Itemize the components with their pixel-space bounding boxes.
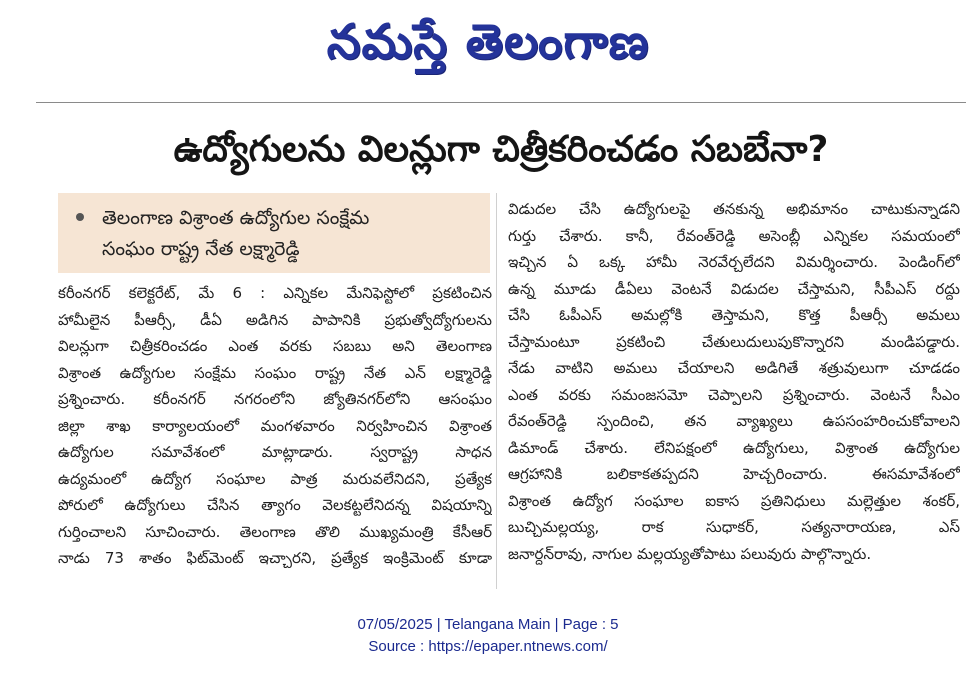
body-text-line: రేవంత్‌రెడ్డి స్పందించి, తన వ్యాఖ్యలు ఉపసంహరించుకోవాలని bbox=[508, 412, 960, 430]
highlight-line: సంఘం రాష్ట్ర నేత లక్ష్మారెడ్డి bbox=[102, 238, 300, 260]
body-text-line: జనార్దన్‌రావు, నాగుల మల్లయ్యతోపాటు పలువురు పాల్గొన్నారు. bbox=[508, 544, 872, 563]
body-text-line: ఇచ్చిన ఏ ఒక్క హామీ నెరవేర్చలేదని విమర్శించారు. పెండింగ్‌లో bbox=[508, 253, 960, 271]
body-text-line: కరీంనగర్ కలెక్టరేట్, మే 6 : ఎన్నికల మేనిఫెస్టోలో ప్రకటించిన bbox=[58, 284, 492, 302]
body-text-line: ఉద్యోగుల సమావేశంలో మాట్లాడారు. స్వరాష్ట్ర సాధన bbox=[58, 443, 492, 461]
article-headline: ఉద్యోగులను విలన్లుగా చిత్రీకరించడం సబబేనా? bbox=[173, 129, 829, 170]
highlight-box bbox=[58, 193, 490, 273]
body-text-line: ఎంత వరకు సమంజసమో చెప్పాలని ప్రశ్నించారు. వెంటనే సీఎం bbox=[508, 385, 960, 404]
masthead-divider bbox=[36, 102, 966, 103]
column-divider bbox=[496, 193, 497, 589]
left-column bbox=[58, 280, 492, 572]
bullet-icon bbox=[76, 213, 84, 221]
body-text-line: డిమాండ్ చేశారు. లేనిపక్షంలో ఉద్యోగులు, విశ్రాంత ఉద్యోగుల bbox=[508, 438, 960, 457]
newspaper-masthead: నమస్తే తెలంగాణ bbox=[326, 14, 650, 70]
body-text-line: ప్రశ్నించారు. కరీంనగర్ నగరంలోని జ్యోతినగర్‌లోని ఆసంఘం bbox=[58, 390, 492, 408]
body-text-line: విశ్రాంత ఉద్యోగుల సంక్షేమ సంఘం రాష్ట్ర నేత ఎన్ లక్ష్మారెడ్డి bbox=[58, 363, 492, 382]
body-text-line: జిల్లా శాఖ కార్యాలయంలో మంగళవారం నిర్వహించిన విశ్రాంత bbox=[58, 416, 492, 435]
body-text-line: పోరులో ఉద్యోగులు చేసిన త్యాగం వెలకట్టలేనిదన్న విషయాన్ని bbox=[58, 496, 492, 514]
edition-info: 07/05/2025 | Telangana Main | Page : 5 bbox=[357, 616, 619, 633]
body-text-line: చేసి ఓపీఎస్ అమల్లోకి తెస్తామని, కొత్త పీఆర్సీ అమలు bbox=[508, 306, 960, 324]
body-text-line: ఉద్యమంలో ఉద్యోగ సంఘాల పాత్ర మరువలేనిదని, ప్రత్యేక bbox=[58, 469, 492, 488]
source-link: Source : https://epaper.ntnews.com/ bbox=[368, 638, 608, 655]
highlight-line: తెలంగాణ విశ్రాంత ఉద్యోగుల సంక్షేమ bbox=[102, 207, 370, 229]
body-text-line: విశ్రాంత ఉద్యోగ సంఘాల ఐకాస ప్రతినిధులు మల్లెత్తుల శంకర్, bbox=[508, 491, 960, 510]
body-text-line: ఉన్న మూడు డీఏలు వెంటనే విడుదల చేస్తామని, సీపీఎస్ రద్దు bbox=[508, 279, 960, 298]
body-text-line: గుర్తు చేశారు. కానీ, రేవంత్‌రెడ్డి అసెంబ్లీ ఎన్నికల సమయంలో bbox=[508, 226, 960, 245]
body-text-line: బుచ్చిమల్లయ్య, రాక సుధాకర్, సత్యనారాయణ, ఎస్ bbox=[508, 518, 960, 536]
body-text-line: చేస్తామంటూ ప్రకటించి చేతులుదులుపుకొన్నారని మండిపడ్డారు. bbox=[508, 332, 960, 351]
footer bbox=[0, 614, 976, 658]
right-column bbox=[508, 196, 960, 567]
body-text-line: నేడు వాటిని అమలు చేయాలని అడిగితే శత్రువులుగా చూడడం bbox=[508, 359, 960, 377]
body-text-line: విలన్లుగా చిత్రీకరించడం ఎంత వరకు సబబు అని తెలంగాణ bbox=[58, 337, 492, 355]
body-text-line: గుర్తించాలని సూచించారు. తెలంగాణ తొలి ముఖ్యమంత్రి కేసీఆర్ bbox=[58, 522, 492, 541]
body-text-line: నాడు 73 శాతం ఫిట్‌మెంట్ ఇచ్చారని, ప్రత్యేక ఇంక్రిమెంట్ కూడా bbox=[58, 549, 492, 567]
body-text-line: విడుదల చేసి ఉద్యోగులపై తనకున్న అభిమానం చాటుకున్నాడని bbox=[508, 200, 960, 218]
body-text-line: ఆగ్రహానికి బలికాకతప్పదని హెచ్చరించారు. ఈసమావేశంలో bbox=[508, 465, 960, 483]
body-text-line: హామీలైన పీఆర్సీ, డీఏ అడిగిన పాపానికి ప్రభుత్వోద్యోగులను bbox=[58, 310, 492, 329]
